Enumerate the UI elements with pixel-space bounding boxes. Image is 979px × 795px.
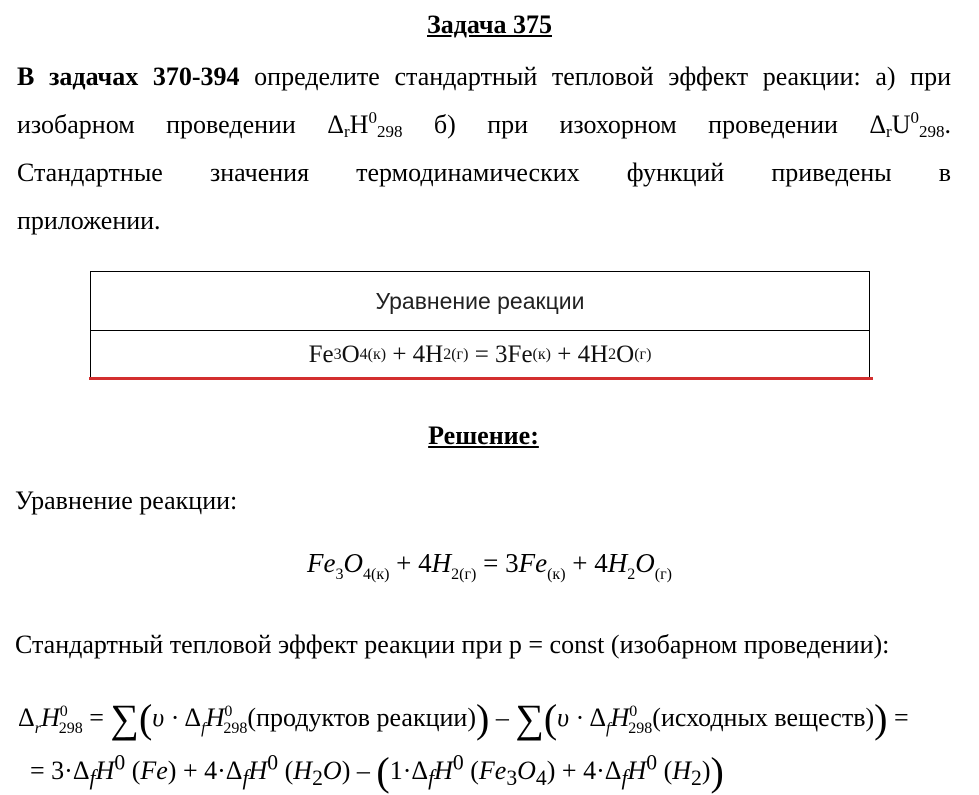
table-bottom-accent [89, 377, 873, 380]
task-title: Задача 375 [427, 10, 552, 39]
statement-line-4: приложении. [17, 206, 161, 235]
enthalpy-formula: $\Delta_rH^0_{298} = \sum(\upsilon$ · $\Delta_fH^0_{298}(продуктов$ реакции)) – $\sum(\upsilon \cdot \Delta_fH^0_{298}(исходных$ веществ)) = [18, 696, 909, 741]
statement-line-1: В задачах 370-394 определите стандартный тепловой эффект реакции: а) при [17, 62, 951, 91]
solution-title: Решение: [428, 421, 539, 450]
task-statement [17, 53, 951, 245]
enthalpy-substitution: = $3\cdot\Delta_fH^0$ $(Fe) + 4\cdot\Delta_fH^0$ $(H_2O) - (1\cdot\Delta_fH^0$ $(Fe_3O_4) + 4\cdot\Delta_fH^0$ $(H_2)$) [30, 749, 724, 794]
reaction-table [90, 271, 870, 379]
reaction-equation: $Fe_3O_{4(к)} + 4H_{2(г)} = 3Fe_{(к)} + 4H_2O_{(г)}$ [307, 548, 672, 583]
table-header: Уравнение реакции [91, 272, 869, 331]
isobaric-text: Стандартный тепловой эффект реакции при p = const (изобарном проведении): [15, 630, 890, 659]
statement-line-2: изобарном проведении $\Delta_rH^0_{298}$ б) при изохорном проведении $\Delta_rU^0_{298}$. [17, 108, 951, 141]
reaction-label: Уравнение реакции: [15, 486, 238, 515]
table-equation: Fe 3 O 4(к) + 4H 2(г) = 3Fe (к) + 4H 2 O (г) [308, 340, 652, 368]
task-range: В задачах 370-394 [17, 62, 240, 91]
statement-line-3: Стандартные значения термодинамических функций приведены в [17, 158, 951, 187]
